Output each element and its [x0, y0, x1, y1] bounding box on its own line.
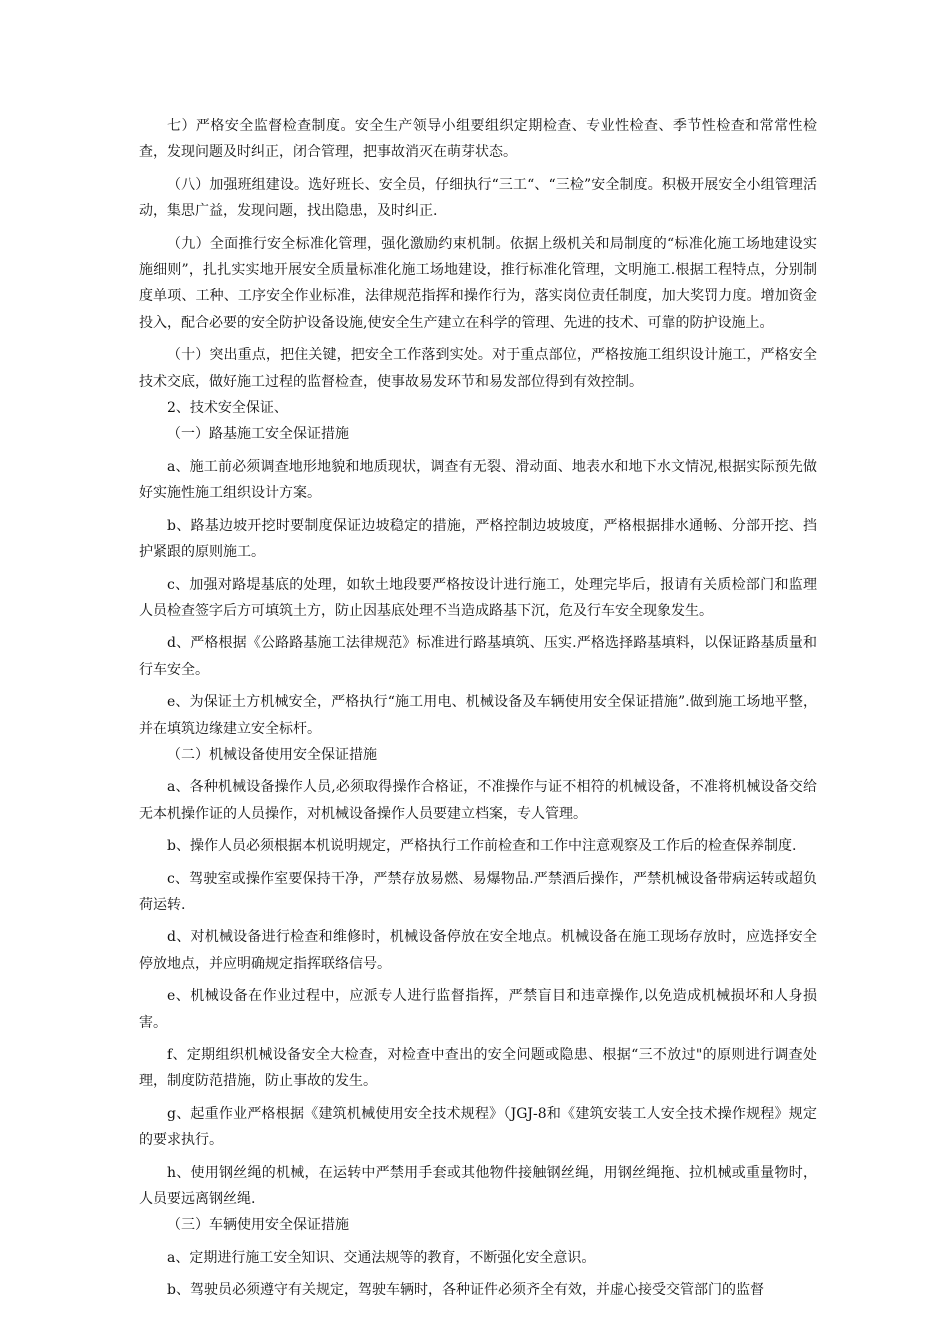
list-item: a、施工前必须调查地形地貌和地质现状，调查有无裂、滑动面、地表水和地下水文情况,根据实际预先做好实施性施工组织设计方案。 — [139, 458, 817, 502]
paragraph-9: （九）全面推行安全标准化管理，强化激励约束机制。依据上级机关和局制度的“标准化施工场地建设实施细则”，扎扎实实地开展安全质量标准化施工场地建设，推行标准化管理，文明施工.根据工程特点，分别制度单项、工种、工序安全作业标准，法律规范指挥和操作行为，落实岗位责任制度，加大奖罚力度。增加资金投入，配合必要的安全防护设备设施,使安全生产建立在科学的管理、先进的技术、可靠的防护设施上。 — [139, 235, 817, 331]
list-item: b、驾驶员必须遵守有关规定，驾驶车辆时，各种证件必须齐全有效，并虚心接受交管部门的监督 — [167, 1282, 764, 1299]
list-item: d、严格根据《公路路基施工法律规范》标准进行路基填筑、压实.严格选择路基填料，以保证路基质量和行车安全。 — [139, 635, 817, 678]
list-item: a、定期进行施工安全知识、交通法规等的教育，不断强化安全意识。 — [167, 1249, 596, 1266]
list-item: b、操作人员必须根据本机说明规定，严格执行工作前检查和工作中注意观察及工作后的检查保养制度. — [167, 838, 797, 855]
paragraph-8: （八）加强班组建设。选好班长、安全员，仔细执行“三工“、“三检”安全制度。积极开展安全小组管理活动，集思广益，发现问题，找出隐患，及时纠正. — [139, 176, 817, 220]
list-item: g、起重作业严格根据《建筑机械使用安全技术规程》（JGJ-8和《建筑安装工人安全技术操作规程》规定的要求执行。 — [139, 1105, 817, 1149]
list-item: c、加强对路堤基底的处理，如软土地段要严格按设计进行施工，处理完毕后，报请有关质检部门和监理人员检查签字后方可填筑土方，防止因基底处理不当造成路基下沉，危及行车安全现象发生。 — [139, 576, 817, 619]
list-item: a、各种机械设备操作人员,必须取得操作合格证，不准操作与证不相符的机械设备，不准将机械设备交给无本机操作证的人员操作，对机械设备操作人员要建立档案，专人管理。 — [139, 779, 817, 822]
list-item: f、定期组织机械设备安全大检查，对检查中查出的安全问题或隐患、根据“三不放过"的原则进行调查处理，制度防范措施，防止事故的发生。 — [139, 1047, 817, 1090]
subsection-heading-1: （一）路基施工安全保证措施 — [167, 426, 349, 443]
subsection-heading-3: （三）车辆使用安全保证措施 — [167, 1217, 349, 1234]
list-item: b、路基边坡开挖时要制度保证边坡稳定的措施，严格控制边坡坡度，严格根据排水通畅、分部开挖、挡护紧跟的原则施工。 — [139, 517, 817, 561]
paragraph-10: （十）突出重点，把住关键，把安全工作落到实处。对于重点部位，严格按施工组织设计施工，严格安全技术交底，做好施工过程的监督检查，使事故易发环节和易发部位得到有效控制。 — [139, 347, 817, 390]
list-item: e、为保证土方机械安全，严格执行“施工用电、机械设备及车辆使用安全保证措施”.做到施工场地平整，并在填筑边缘建立安全标杆。 — [139, 694, 817, 737]
list-item: e、机械设备在作业过程中，应派专人进行监督指挥，严禁盲目和违章操作,以免造成机械损坏和人身损害。 — [139, 988, 817, 1031]
list-item: c、驾驶室或操作室要保持干净，严禁存放易燃、易爆物品.严禁酒后操作，严禁机械设备带病运转或超负荷运转. — [139, 870, 817, 913]
list-item: d、对机械设备进行检查和维修时，机械设备停放在安全地点。机械设备在施工现场存放时，应选择安全停放地点，并应明确规定指挥联络信号。 — [139, 929, 817, 972]
paragraph-7: 七）严格安全监督检查制度。安全生产领导小组要组织定期检查、专业性检查、季节性检查和常常性检查，发现问题及时纠正，闭合管理，把事故消灭在萌芽状态。 — [139, 118, 817, 161]
subsection-heading-2: （二）机械设备使用安全保证措施 — [167, 746, 377, 763]
list-item: h、使用钢丝绳的机械，在运转中严禁用手套或其他物件接触钢丝绳，用钢丝绳拖、拉机械或重量物时，人员要远离钢丝绳. — [139, 1164, 817, 1208]
section-heading-2: 2、技术安全保证、 — [167, 400, 288, 417]
